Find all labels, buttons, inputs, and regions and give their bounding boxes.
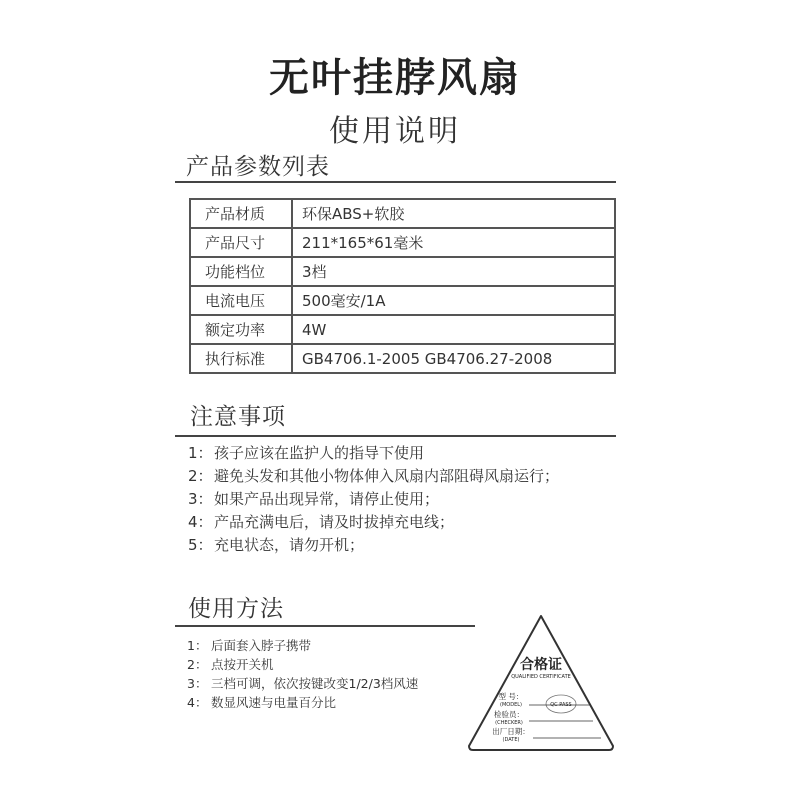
notes-item-number: 1： — [188, 444, 213, 462]
notes-heading: 注意事项 — [190, 404, 286, 430]
main-title: 无叶挂脖风扇 — [269, 55, 521, 101]
svg-text:出厂日期：: 出厂日期： — [492, 727, 530, 736]
usage-item-text: 三档可调，依次按键改变1/2/3档风速 — [211, 676, 419, 691]
svg-text:(MODEL): (MODEL) — [500, 702, 522, 708]
params-row — [190, 257, 615, 286]
param-label: 产品尺寸 — [190, 228, 292, 257]
usage-item — [187, 674, 418, 693]
usage-item-text: 数显风速与电量百分比 — [211, 695, 337, 710]
notes-item-text: 如果产品出现异常，请停止使用； — [214, 490, 440, 508]
usage-item-number: 1： — [187, 638, 208, 653]
notes-item-number: 3： — [188, 490, 213, 508]
usage-list — [187, 636, 418, 712]
notes-item — [188, 465, 559, 488]
notes-item-text: 充电状态，请勿开机； — [214, 536, 365, 554]
params-row — [190, 286, 615, 315]
param-label: 额定功率 — [190, 315, 292, 344]
params-row — [190, 199, 615, 228]
param-value: 4W — [292, 315, 615, 344]
params-table — [189, 198, 616, 374]
usage-item-number: 4： — [187, 695, 208, 710]
usage-item — [187, 655, 418, 674]
usage-heading: 使用方法 — [188, 596, 284, 622]
notes-item-number: 2： — [188, 467, 213, 485]
usage-item-text: 点按开关机 — [211, 657, 274, 672]
notes-item — [188, 534, 559, 557]
certificate-subtitle: QUALIFIED CERTIFICATE — [511, 674, 571, 680]
params-row — [190, 344, 615, 373]
param-label: 功能档位 — [190, 257, 292, 286]
param-value: 3档 — [292, 257, 615, 286]
usage-divider — [175, 625, 475, 627]
notes-item — [188, 488, 559, 511]
usage-item-text: 后面套入脖子携带 — [211, 638, 312, 653]
notes-item-text: 孩子应该在监护人的指导下使用 — [214, 444, 425, 462]
param-value: GB4706.1-2005 GB4706.27-2008 — [292, 344, 615, 373]
svg-text:(CHECKER): (CHECKER) — [495, 720, 523, 726]
params-row — [190, 315, 615, 344]
certificate-badge — [465, 612, 617, 754]
svg-text:型 号：: 型 号： — [498, 692, 524, 701]
certificate-title: 合格证 — [520, 657, 562, 673]
params-divider — [175, 181, 616, 183]
notes-divider — [175, 435, 616, 437]
param-label: 产品材质 — [190, 199, 292, 228]
usage-item-number: 2： — [187, 657, 208, 672]
svg-text:(DATE): (DATE) — [502, 737, 520, 743]
params-heading: 产品参数列表 — [186, 154, 330, 180]
notes-item-text: 产品充满电后，请及时拔掉充电线； — [214, 513, 455, 531]
param-label: 电流电压 — [190, 286, 292, 315]
param-value: 环保ABS+软胶 — [292, 199, 615, 228]
usage-item-number: 3： — [187, 676, 208, 691]
sub-title: 使用说明 — [329, 114, 461, 149]
notes-item-number: 5： — [188, 536, 213, 554]
param-label: 执行标准 — [190, 344, 292, 373]
param-value: 500毫安/1A — [292, 286, 615, 315]
notes-item — [188, 511, 559, 534]
certificate-stamp: QC PASS — [550, 702, 572, 708]
notes-list — [188, 442, 559, 557]
svg-text:检验员：: 检验员： — [494, 710, 524, 719]
param-value: 211*165*61毫米 — [292, 228, 615, 257]
usage-item — [187, 636, 418, 655]
notes-item-text: 避免头发和其他小物体伸入风扇内部阻碍风扇运行； — [214, 467, 560, 485]
notes-item-number: 4： — [188, 513, 213, 531]
usage-item — [187, 693, 418, 712]
params-row — [190, 228, 615, 257]
notes-item — [188, 442, 559, 465]
